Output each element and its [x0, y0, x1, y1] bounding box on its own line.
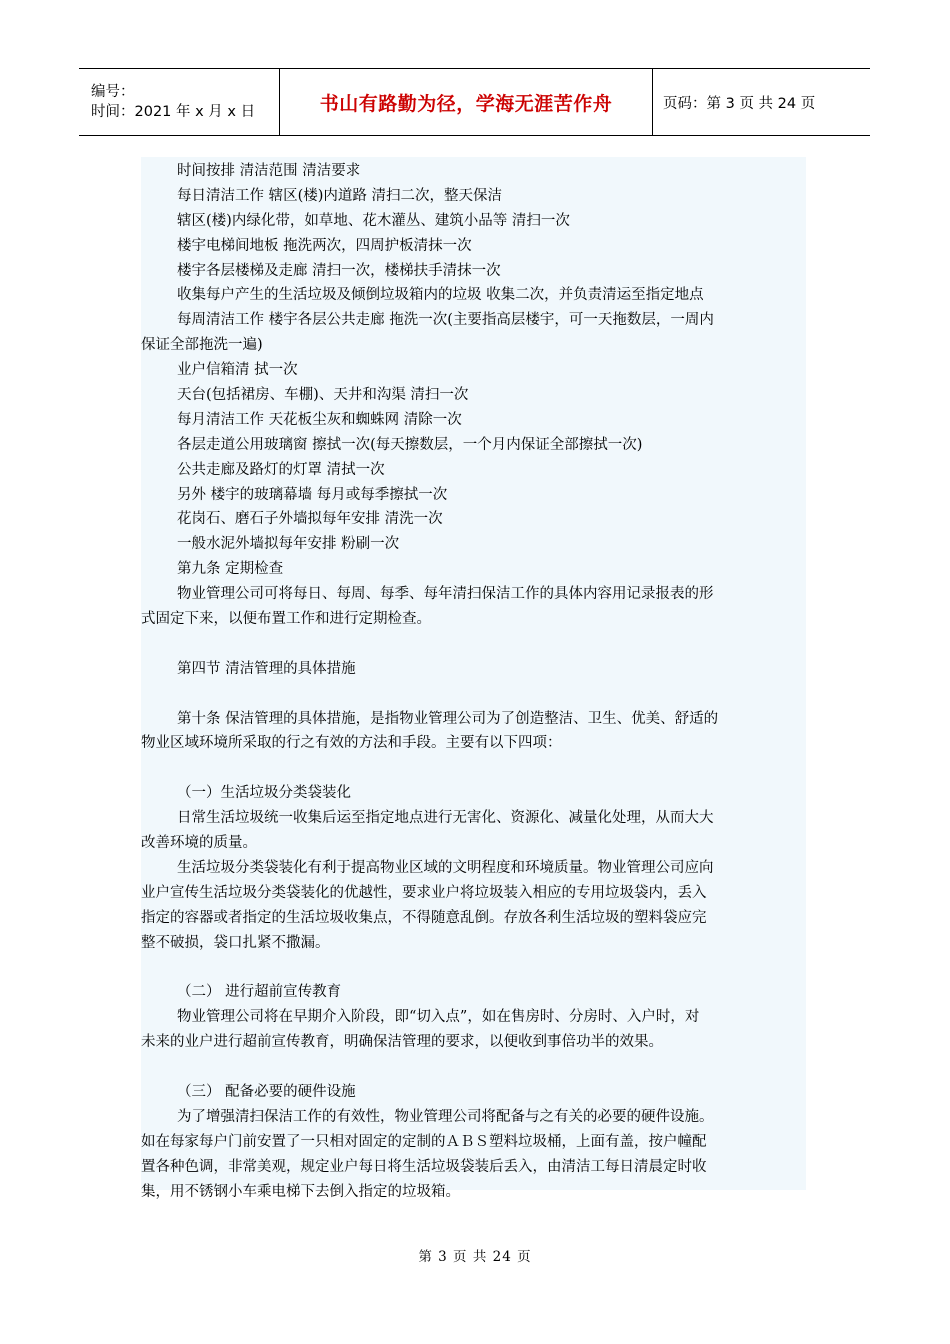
text-line: 楼宇各层楼梯及走廊 清扫一次，楼梯扶手清抹一次 — [177, 262, 501, 279]
text-line: 物业管理公司将在早期介入阶段，即“切入点”，如在售房时、分房时、入户时，对 — [177, 1009, 700, 1026]
blank-line — [141, 756, 806, 781]
blank-line — [141, 1055, 806, 1080]
text-line: 指定的容器或者指定的生活垃圾收集点，不得随意乱倒。存放各利生活垃圾的塑料袋应完 — [141, 909, 707, 926]
text-line: 未来的业户进行超前宣传教育，明确保洁管理的要求，以便收到事倍功半的效果。 — [141, 1034, 663, 1051]
text-line: 另外 楼宇的玻璃幕墙 每月或每季擦拭一次 — [177, 486, 448, 503]
text-line: 辖区(楼)内绿化带，如草地、花木灌丛、建筑小品等 清扫一次 — [177, 212, 570, 229]
text-line: 置各种色调，非常美观，规定业户每日将生活垃圾袋装后丢入，由清洁工每日清晨定时收 — [141, 1158, 707, 1175]
text-line: 业户信箱清 拭一次 — [177, 362, 298, 379]
text-line: 各层走道公用玻璃窗 擦拭一次(每天擦数层，一个月内保证全部擦拭一次) — [177, 436, 643, 453]
text-line: 第十条 保洁管理的具体措施，是指物业管理公司为了创造整洁、卫生、优美、舒适的 — [177, 710, 719, 727]
text-line: 天台(包括裙房、车棚)、天井和沟渠 清扫一次 — [177, 387, 469, 404]
page-header — [79, 68, 870, 136]
text-line: 花岗石、磨石子外墙拟每年安排 清洗一次 — [177, 511, 443, 528]
text-line: 保证全部拖洗一遍) — [141, 337, 263, 354]
text-line: 每周清洁工作 楼宇各层公共走廊 拖洗一次(主要指高层楼宇，可一天拖数层，一周内 — [177, 312, 714, 329]
text-line: 每日清洁工作 辖区(楼)内道路 清扫二次，整天保洁 — [177, 187, 503, 204]
text-line: 整不破损，袋口扎紧不撒漏。 — [141, 934, 330, 951]
header-left — [79, 69, 279, 135]
header-center — [279, 69, 653, 135]
text-line: 生活垃圾分类袋装化有利于提高物业区域的文明程度和环境质量。物业管理公司应向 — [177, 859, 714, 876]
text-line: 物业区域环境所采取的行之有效的方法和手段。主要有以下四项： — [141, 735, 562, 752]
date-label: 时间：2021 年 x 月 x 日 — [91, 104, 256, 120]
text-line: 日常生活垃圾统一收集后运至指定地点进行无害化、资源化、减量化处理，从而大大 — [177, 810, 714, 827]
text-line: （二） 进行超前宣传教育 — [177, 984, 342, 1001]
text-line: 集，用不锈钢小车乘电梯下去倒入指定的垃圾箱。 — [141, 1183, 460, 1200]
text-line: 业户宣传生活垃圾分类袋装化的优越性，要求业户将垃圾装入相应的专用垃圾袋内，丢入 — [141, 884, 707, 901]
text-line: 物业管理公司可将每日、每周、每季、每年清扫保洁工作的具体内容用记录报表的形 — [177, 586, 714, 603]
text-line: （三） 配备必要的硬件设施 — [177, 1083, 356, 1100]
motto: 书山有路勤为径，学海无涯苦作舟 — [319, 92, 613, 115]
text-line: 为了增强清扫保洁工作的有效性，物业管理公司将配备与之有关的必要的硬件设施。 — [177, 1108, 714, 1125]
number-label: 编号： — [91, 84, 135, 100]
text-line: 收集每户产生的生活垃圾及倾倒垃圾箱内的垃圾 收集二次，并负责清运至指定地点 — [177, 287, 704, 304]
text-line: 第九条 定期检查 — [177, 561, 284, 578]
text-line: 如在每家每户门前安置了一只相对固定的定制的ＡＢＳ塑料垃圾桶，上面有盖，按户幢配 — [141, 1133, 707, 1150]
blank-line — [141, 632, 806, 657]
text-line: 改善环境的质量。 — [141, 835, 257, 852]
blank-line — [141, 956, 806, 981]
page-info: 页码：第 3 页 共 24 页 — [663, 95, 816, 112]
text-line: 楼宇电梯间地板 拖洗两次，四周护板清抹一次 — [177, 237, 472, 254]
text-line: 一般水泥外墙拟每年安排 粉刷一次 — [177, 536, 400, 553]
text-line: 公共走廊及路灯的灯罩 清拭一次 — [177, 461, 385, 478]
text-line: 式固定下来，以便布置工作和进行定期检查。 — [141, 611, 431, 628]
document-body — [141, 157, 806, 1200]
text-line: 第四节 清洁管理的具体措施 — [177, 660, 356, 677]
text-line: （一）生活垃圾分类袋装化 — [177, 785, 351, 802]
text-line: 每月清洁工作 天花板尘灰和蜘蛛网 清除一次 — [177, 411, 462, 428]
text-line: 时间按排 清洁范围 清洁要求 — [177, 163, 361, 179]
blank-line — [141, 682, 806, 707]
header-right — [653, 69, 870, 135]
page-footer: 第 3 页 共 24 页 — [418, 1249, 532, 1265]
